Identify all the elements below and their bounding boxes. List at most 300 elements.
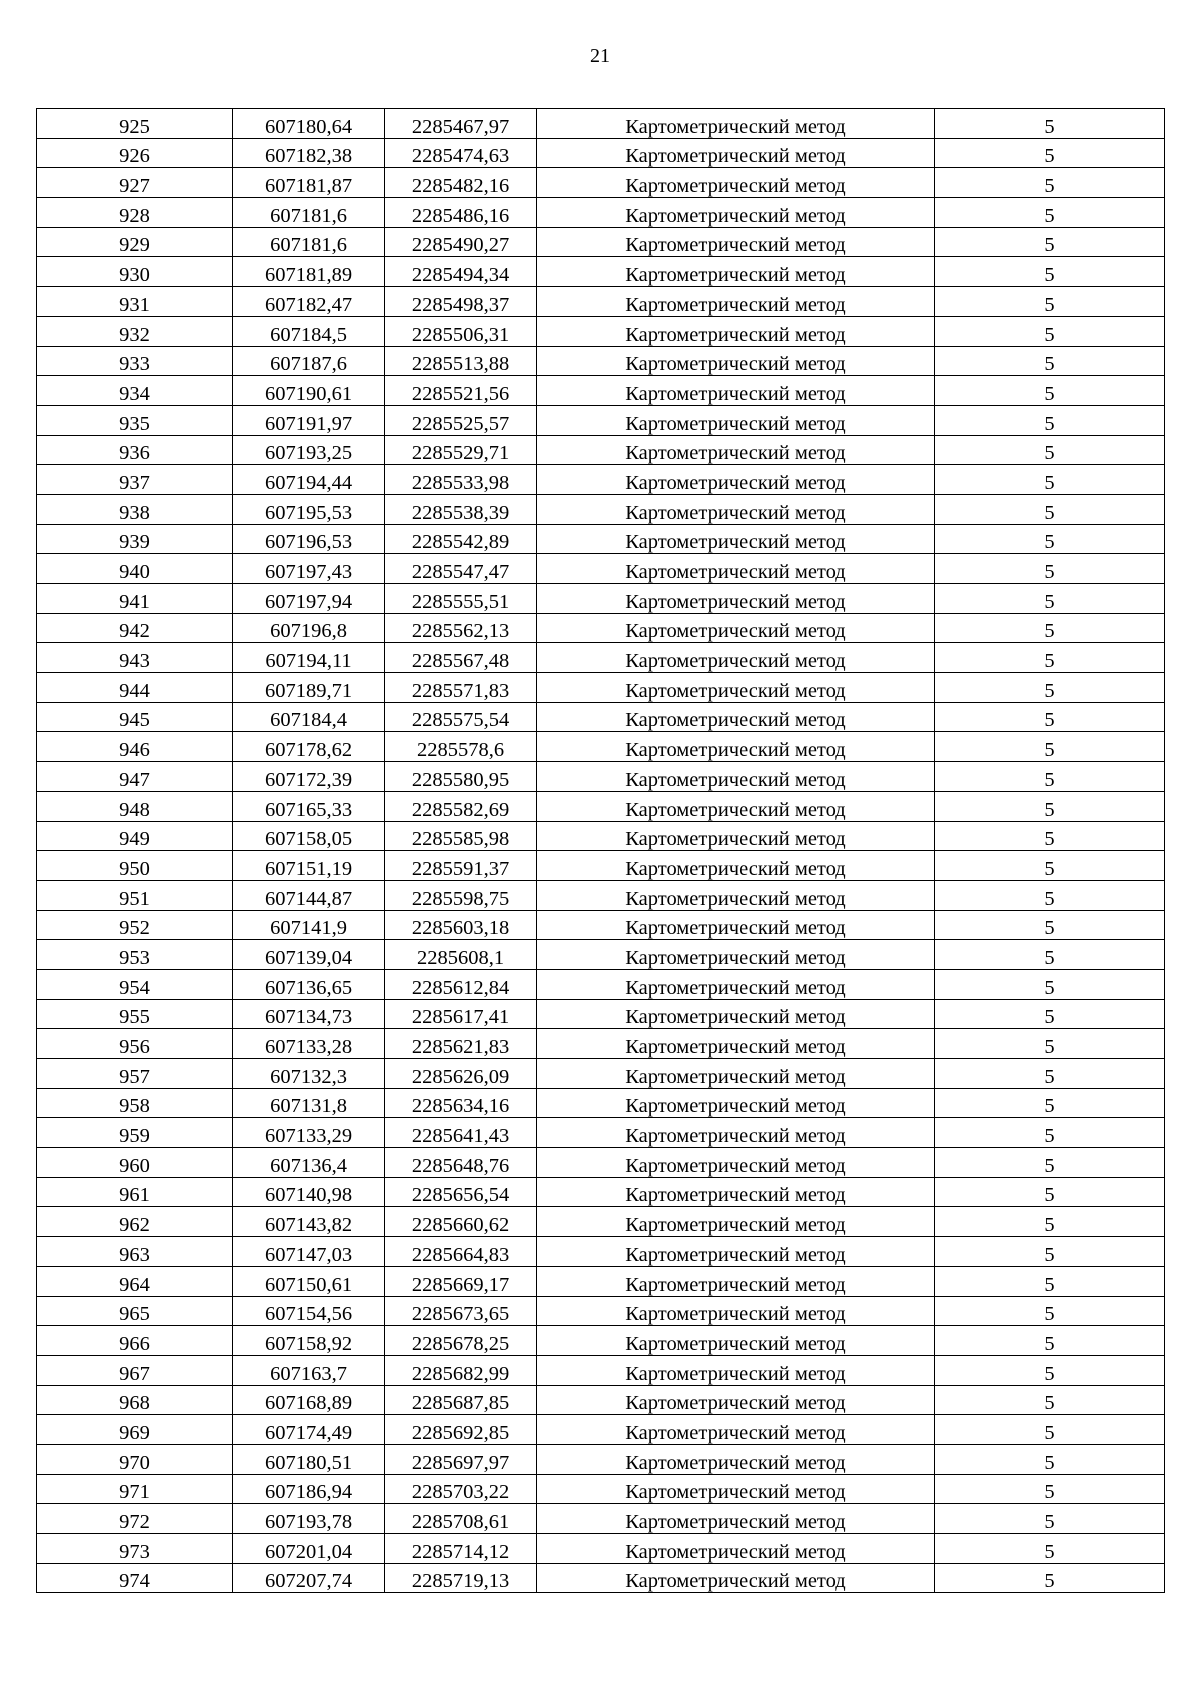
table-row [37, 969, 1165, 999]
y-coordinate-cell: 2285692,85 [385, 1415, 537, 1445]
y-coordinate-cell: 2285580,95 [385, 762, 537, 792]
x-coordinate-cell: 607184,4 [233, 702, 385, 732]
y-coordinate-cell: 2285703,22 [385, 1474, 537, 1504]
x-coordinate-cell: 607150,61 [233, 1266, 385, 1296]
y-coordinate-cell: 2285578,6 [385, 732, 537, 762]
y-coordinate-cell: 2285617,41 [385, 999, 537, 1029]
y-coordinate-cell: 2285547,47 [385, 554, 537, 584]
method-cell: Картометрический метод [537, 1059, 935, 1089]
y-coordinate-cell: 2285608,1 [385, 940, 537, 970]
table-row [37, 940, 1165, 970]
table-row [37, 851, 1165, 881]
table-row [37, 910, 1165, 940]
point-number-cell: 973 [37, 1534, 233, 1564]
accuracy-cell: 5 [935, 762, 1165, 792]
point-number-cell: 937 [37, 465, 233, 495]
table-row [37, 1563, 1165, 1593]
point-number-cell: 968 [37, 1385, 233, 1415]
point-number-cell: 946 [37, 732, 233, 762]
x-coordinate-cell: 607131,8 [233, 1088, 385, 1118]
method-cell: Картометрический метод [537, 1563, 935, 1593]
point-number-cell: 970 [37, 1444, 233, 1474]
point-number-cell: 953 [37, 940, 233, 970]
table-row [37, 494, 1165, 524]
x-coordinate-cell: 607133,28 [233, 1029, 385, 1059]
method-cell: Картометрический метод [537, 1207, 935, 1237]
page-number: 21 [590, 45, 610, 67]
method-cell: Картометрический метод [537, 524, 935, 554]
y-coordinate-cell: 2285567,48 [385, 643, 537, 673]
x-coordinate-cell: 607196,8 [233, 613, 385, 643]
y-coordinate-cell: 2285562,13 [385, 613, 537, 643]
accuracy-cell: 5 [935, 257, 1165, 287]
method-cell: Картометрический метод [537, 1474, 935, 1504]
point-number-cell: 935 [37, 405, 233, 435]
point-number-cell: 949 [37, 821, 233, 851]
x-coordinate-cell: 607190,61 [233, 376, 385, 406]
method-cell: Картометрический метод [537, 405, 935, 435]
table-row [37, 1237, 1165, 1267]
table-row [37, 316, 1165, 346]
point-number-cell: 972 [37, 1504, 233, 1534]
point-number-cell: 960 [37, 1148, 233, 1178]
table-row [37, 584, 1165, 614]
table-row [37, 287, 1165, 317]
x-coordinate-cell: 607178,62 [233, 732, 385, 762]
point-number-cell: 943 [37, 643, 233, 673]
accuracy-cell: 5 [935, 1296, 1165, 1326]
y-coordinate-cell: 2285542,89 [385, 524, 537, 554]
y-coordinate-cell: 2285513,88 [385, 346, 537, 376]
table-row [37, 524, 1165, 554]
y-coordinate-cell: 2285634,16 [385, 1088, 537, 1118]
table-row [37, 198, 1165, 228]
method-cell: Картометрический метод [537, 1088, 935, 1118]
y-coordinate-cell: 2285525,57 [385, 405, 537, 435]
point-number-cell: 931 [37, 287, 233, 317]
accuracy-cell: 5 [935, 198, 1165, 228]
x-coordinate-cell: 607165,33 [233, 791, 385, 821]
x-coordinate-cell: 607154,56 [233, 1296, 385, 1326]
accuracy-cell: 5 [935, 673, 1165, 703]
method-cell: Картометрический метод [537, 1148, 935, 1178]
accuracy-cell: 5 [935, 1444, 1165, 1474]
table-row [37, 346, 1165, 376]
y-coordinate-cell: 2285708,61 [385, 1504, 537, 1534]
accuracy-cell: 5 [935, 584, 1165, 614]
accuracy-cell: 5 [935, 524, 1165, 554]
x-coordinate-cell: 607136,65 [233, 969, 385, 999]
point-number-cell: 969 [37, 1415, 233, 1445]
y-coordinate-cell: 2285660,62 [385, 1207, 537, 1237]
accuracy-cell: 5 [935, 316, 1165, 346]
point-number-cell: 951 [37, 880, 233, 910]
point-number-cell: 950 [37, 851, 233, 881]
accuracy-cell: 5 [935, 494, 1165, 524]
x-coordinate-cell: 607196,53 [233, 524, 385, 554]
method-cell: Картометрический метод [537, 584, 935, 614]
x-coordinate-cell: 607186,94 [233, 1474, 385, 1504]
method-cell: Картометрический метод [537, 732, 935, 762]
y-coordinate-cell: 2285626,09 [385, 1059, 537, 1089]
table-row [37, 732, 1165, 762]
table-row [37, 1534, 1165, 1564]
table-row [37, 1474, 1165, 1504]
accuracy-cell: 5 [935, 1534, 1165, 1564]
method-cell: Картометрический метод [537, 1177, 935, 1207]
table-row [37, 435, 1165, 465]
x-coordinate-cell: 607143,82 [233, 1207, 385, 1237]
y-coordinate-cell: 2285490,27 [385, 227, 537, 257]
point-number-cell: 934 [37, 376, 233, 406]
table-row [37, 168, 1165, 198]
x-coordinate-cell: 607181,6 [233, 198, 385, 228]
x-coordinate-cell: 607140,98 [233, 1177, 385, 1207]
point-number-cell: 963 [37, 1237, 233, 1267]
accuracy-cell: 5 [935, 940, 1165, 970]
table-row [37, 673, 1165, 703]
point-number-cell: 944 [37, 673, 233, 703]
point-number-cell: 957 [37, 1059, 233, 1089]
x-coordinate-cell: 607136,4 [233, 1148, 385, 1178]
table-row [37, 376, 1165, 406]
method-cell: Картометрический метод [537, 1415, 935, 1445]
accuracy-cell: 5 [935, 1563, 1165, 1593]
table-row [37, 643, 1165, 673]
accuracy-cell: 5 [935, 435, 1165, 465]
point-number-cell: 956 [37, 1029, 233, 1059]
point-number-cell: 942 [37, 613, 233, 643]
y-coordinate-cell: 2285571,83 [385, 673, 537, 703]
method-cell: Картометрический метод [537, 168, 935, 198]
x-coordinate-cell: 607151,19 [233, 851, 385, 881]
x-coordinate-cell: 607163,7 [233, 1355, 385, 1385]
x-coordinate-cell: 607144,87 [233, 880, 385, 910]
x-coordinate-cell: 607174,49 [233, 1415, 385, 1445]
y-coordinate-cell: 2285575,54 [385, 702, 537, 732]
accuracy-cell: 5 [935, 732, 1165, 762]
point-number-cell: 948 [37, 791, 233, 821]
table-row [37, 1088, 1165, 1118]
accuracy-cell: 5 [935, 821, 1165, 851]
method-cell: Картометрический метод [537, 138, 935, 168]
method-cell: Картометрический метод [537, 1296, 935, 1326]
method-cell: Картометрический метод [537, 940, 935, 970]
accuracy-cell: 5 [935, 138, 1165, 168]
table-row [37, 702, 1165, 732]
y-coordinate-cell: 2285585,98 [385, 821, 537, 851]
method-cell: Картометрический метод [537, 1385, 935, 1415]
accuracy-cell: 5 [935, 1385, 1165, 1415]
accuracy-cell: 5 [935, 702, 1165, 732]
point-number-cell: 928 [37, 198, 233, 228]
x-coordinate-cell: 607180,51 [233, 1444, 385, 1474]
method-cell: Картометрический метод [537, 791, 935, 821]
y-coordinate-cell: 2285529,71 [385, 435, 537, 465]
accuracy-cell: 5 [935, 1355, 1165, 1385]
accuracy-cell: 5 [935, 643, 1165, 673]
method-cell: Картометрический метод [537, 287, 935, 317]
table-row [37, 1148, 1165, 1178]
x-coordinate-cell: 607189,71 [233, 673, 385, 703]
table-row [37, 1444, 1165, 1474]
x-coordinate-cell: 607172,39 [233, 762, 385, 792]
method-cell: Картометрический метод [537, 999, 935, 1029]
point-number-cell: 926 [37, 138, 233, 168]
accuracy-cell: 5 [935, 287, 1165, 317]
y-coordinate-cell: 2285641,43 [385, 1118, 537, 1148]
x-coordinate-cell: 607158,05 [233, 821, 385, 851]
method-cell: Картометрический метод [537, 109, 935, 139]
table-row [37, 1266, 1165, 1296]
y-coordinate-cell: 2285648,76 [385, 1148, 537, 1178]
point-number-cell: 958 [37, 1088, 233, 1118]
point-number-cell: 930 [37, 257, 233, 287]
x-coordinate-cell: 607139,04 [233, 940, 385, 970]
point-number-cell: 965 [37, 1296, 233, 1326]
table-row [37, 880, 1165, 910]
y-coordinate-cell: 2285494,34 [385, 257, 537, 287]
accuracy-cell: 5 [935, 999, 1165, 1029]
point-number-cell: 974 [37, 1563, 233, 1593]
y-coordinate-cell: 2285664,83 [385, 1237, 537, 1267]
method-cell: Картометрический метод [537, 465, 935, 495]
point-number-cell: 938 [37, 494, 233, 524]
method-cell: Картометрический метод [537, 643, 935, 673]
method-cell: Картометрический метод [537, 673, 935, 703]
x-coordinate-cell: 607182,38 [233, 138, 385, 168]
method-cell: Картометрический метод [537, 910, 935, 940]
table-row [37, 762, 1165, 792]
point-number-cell: 932 [37, 316, 233, 346]
y-coordinate-cell: 2285538,39 [385, 494, 537, 524]
method-cell: Картометрический метод [537, 1266, 935, 1296]
y-coordinate-cell: 2285482,16 [385, 168, 537, 198]
x-coordinate-cell: 607147,03 [233, 1237, 385, 1267]
x-coordinate-cell: 607194,11 [233, 643, 385, 673]
accuracy-cell: 5 [935, 1088, 1165, 1118]
x-coordinate-cell: 607134,73 [233, 999, 385, 1029]
y-coordinate-cell: 2285612,84 [385, 969, 537, 999]
table-row [37, 465, 1165, 495]
point-number-cell: 947 [37, 762, 233, 792]
point-number-cell: 927 [37, 168, 233, 198]
method-cell: Картометрический метод [537, 494, 935, 524]
accuracy-cell: 5 [935, 465, 1165, 495]
table-row [37, 999, 1165, 1029]
accuracy-cell: 5 [935, 1029, 1165, 1059]
coordinates-table [36, 108, 1165, 1593]
y-coordinate-cell: 2285682,99 [385, 1355, 537, 1385]
method-cell: Картометрический метод [537, 316, 935, 346]
y-coordinate-cell: 2285533,98 [385, 465, 537, 495]
table-row [37, 1355, 1165, 1385]
x-coordinate-cell: 607193,78 [233, 1504, 385, 1534]
accuracy-cell: 5 [935, 1415, 1165, 1445]
point-number-cell: 945 [37, 702, 233, 732]
accuracy-cell: 5 [935, 554, 1165, 584]
table-row [37, 138, 1165, 168]
table-row [37, 405, 1165, 435]
y-coordinate-cell: 2285467,97 [385, 109, 537, 139]
x-coordinate-cell: 607132,3 [233, 1059, 385, 1089]
y-coordinate-cell: 2285591,37 [385, 851, 537, 881]
accuracy-cell: 5 [935, 227, 1165, 257]
x-coordinate-cell: 607207,74 [233, 1563, 385, 1593]
method-cell: Картометрический метод [537, 198, 935, 228]
y-coordinate-cell: 2285474,63 [385, 138, 537, 168]
method-cell: Картометрический метод [537, 227, 935, 257]
x-coordinate-cell: 607181,6 [233, 227, 385, 257]
point-number-cell: 925 [37, 109, 233, 139]
accuracy-cell: 5 [935, 791, 1165, 821]
y-coordinate-cell: 2285498,37 [385, 287, 537, 317]
method-cell: Картометрический метод [537, 880, 935, 910]
accuracy-cell: 5 [935, 1059, 1165, 1089]
table-row [37, 1385, 1165, 1415]
table-row [37, 1207, 1165, 1237]
y-coordinate-cell: 2285521,56 [385, 376, 537, 406]
y-coordinate-cell: 2285603,18 [385, 910, 537, 940]
table-row [37, 1177, 1165, 1207]
accuracy-cell: 5 [935, 613, 1165, 643]
x-coordinate-cell: 607181,89 [233, 257, 385, 287]
point-number-cell: 955 [37, 999, 233, 1029]
point-number-cell: 939 [37, 524, 233, 554]
y-coordinate-cell: 2285582,69 [385, 791, 537, 821]
accuracy-cell: 5 [935, 405, 1165, 435]
table-row [37, 613, 1165, 643]
x-coordinate-cell: 607193,25 [233, 435, 385, 465]
y-coordinate-cell: 2285598,75 [385, 880, 537, 910]
accuracy-cell: 5 [935, 880, 1165, 910]
x-coordinate-cell: 607141,9 [233, 910, 385, 940]
x-coordinate-cell: 607197,43 [233, 554, 385, 584]
x-coordinate-cell: 607197,94 [233, 584, 385, 614]
method-cell: Картометрический метод [537, 1029, 935, 1059]
method-cell: Картометрический метод [537, 346, 935, 376]
table-row [37, 1415, 1165, 1445]
method-cell: Картометрический метод [537, 1326, 935, 1356]
y-coordinate-cell: 2285669,17 [385, 1266, 537, 1296]
accuracy-cell: 5 [935, 1118, 1165, 1148]
accuracy-cell: 5 [935, 969, 1165, 999]
table-row [37, 109, 1165, 139]
point-number-cell: 933 [37, 346, 233, 376]
y-coordinate-cell: 2285555,51 [385, 584, 537, 614]
point-number-cell: 940 [37, 554, 233, 584]
x-coordinate-cell: 607168,89 [233, 1385, 385, 1415]
method-cell: Картометрический метод [537, 1237, 935, 1267]
y-coordinate-cell: 2285714,12 [385, 1534, 537, 1564]
table-body [37, 109, 1165, 1593]
accuracy-cell: 5 [935, 1504, 1165, 1534]
method-cell: Картометрический метод [537, 762, 935, 792]
y-coordinate-cell: 2285687,85 [385, 1385, 537, 1415]
point-number-cell: 971 [37, 1474, 233, 1504]
table-row [37, 1504, 1165, 1534]
accuracy-cell: 5 [935, 1237, 1165, 1267]
table-row [37, 257, 1165, 287]
x-coordinate-cell: 607187,6 [233, 346, 385, 376]
point-number-cell: 941 [37, 584, 233, 614]
y-coordinate-cell: 2285719,13 [385, 1563, 537, 1593]
table-row [37, 791, 1165, 821]
method-cell: Картометрический метод [537, 1534, 935, 1564]
method-cell: Картометрический метод [537, 702, 935, 732]
accuracy-cell: 5 [935, 1177, 1165, 1207]
y-coordinate-cell: 2285486,16 [385, 198, 537, 228]
method-cell: Картометрический метод [537, 613, 935, 643]
table-row [37, 1059, 1165, 1089]
accuracy-cell: 5 [935, 1326, 1165, 1356]
accuracy-cell: 5 [935, 168, 1165, 198]
point-number-cell: 954 [37, 969, 233, 999]
point-number-cell: 961 [37, 1177, 233, 1207]
table-row [37, 1118, 1165, 1148]
accuracy-cell: 5 [935, 1474, 1165, 1504]
x-coordinate-cell: 607201,04 [233, 1534, 385, 1564]
x-coordinate-cell: 607191,97 [233, 405, 385, 435]
accuracy-cell: 5 [935, 1266, 1165, 1296]
accuracy-cell: 5 [935, 1207, 1165, 1237]
point-number-cell: 959 [37, 1118, 233, 1148]
table-row [37, 554, 1165, 584]
table-row [37, 821, 1165, 851]
x-coordinate-cell: 607182,47 [233, 287, 385, 317]
y-coordinate-cell: 2285621,83 [385, 1029, 537, 1059]
y-coordinate-cell: 2285506,31 [385, 316, 537, 346]
accuracy-cell: 5 [935, 109, 1165, 139]
y-coordinate-cell: 2285678,25 [385, 1326, 537, 1356]
table-row [37, 227, 1165, 257]
x-coordinate-cell: 607133,29 [233, 1118, 385, 1148]
point-number-cell: 964 [37, 1266, 233, 1296]
method-cell: Картометрический метод [537, 1118, 935, 1148]
accuracy-cell: 5 [935, 851, 1165, 881]
table-row [37, 1326, 1165, 1356]
accuracy-cell: 5 [935, 346, 1165, 376]
x-coordinate-cell: 607195,53 [233, 494, 385, 524]
method-cell: Картометрический метод [537, 851, 935, 881]
method-cell: Картометрический метод [537, 1504, 935, 1534]
method-cell: Картометрический метод [537, 1444, 935, 1474]
y-coordinate-cell: 2285656,54 [385, 1177, 537, 1207]
table-row [37, 1029, 1165, 1059]
x-coordinate-cell: 607180,64 [233, 109, 385, 139]
table-row [37, 1296, 1165, 1326]
accuracy-cell: 5 [935, 376, 1165, 406]
point-number-cell: 929 [37, 227, 233, 257]
point-number-cell: 952 [37, 910, 233, 940]
x-coordinate-cell: 607181,87 [233, 168, 385, 198]
x-coordinate-cell: 607184,5 [233, 316, 385, 346]
x-coordinate-cell: 607194,44 [233, 465, 385, 495]
method-cell: Картометрический метод [537, 376, 935, 406]
accuracy-cell: 5 [935, 910, 1165, 940]
method-cell: Картометрический метод [537, 821, 935, 851]
method-cell: Картометрический метод [537, 1355, 935, 1385]
point-number-cell: 967 [37, 1355, 233, 1385]
method-cell: Картометрический метод [537, 969, 935, 999]
point-number-cell: 962 [37, 1207, 233, 1237]
method-cell: Картометрический метод [537, 554, 935, 584]
y-coordinate-cell: 2285697,97 [385, 1444, 537, 1474]
method-cell: Картометрический метод [537, 257, 935, 287]
x-coordinate-cell: 607158,92 [233, 1326, 385, 1356]
accuracy-cell: 5 [935, 1148, 1165, 1178]
point-number-cell: 936 [37, 435, 233, 465]
